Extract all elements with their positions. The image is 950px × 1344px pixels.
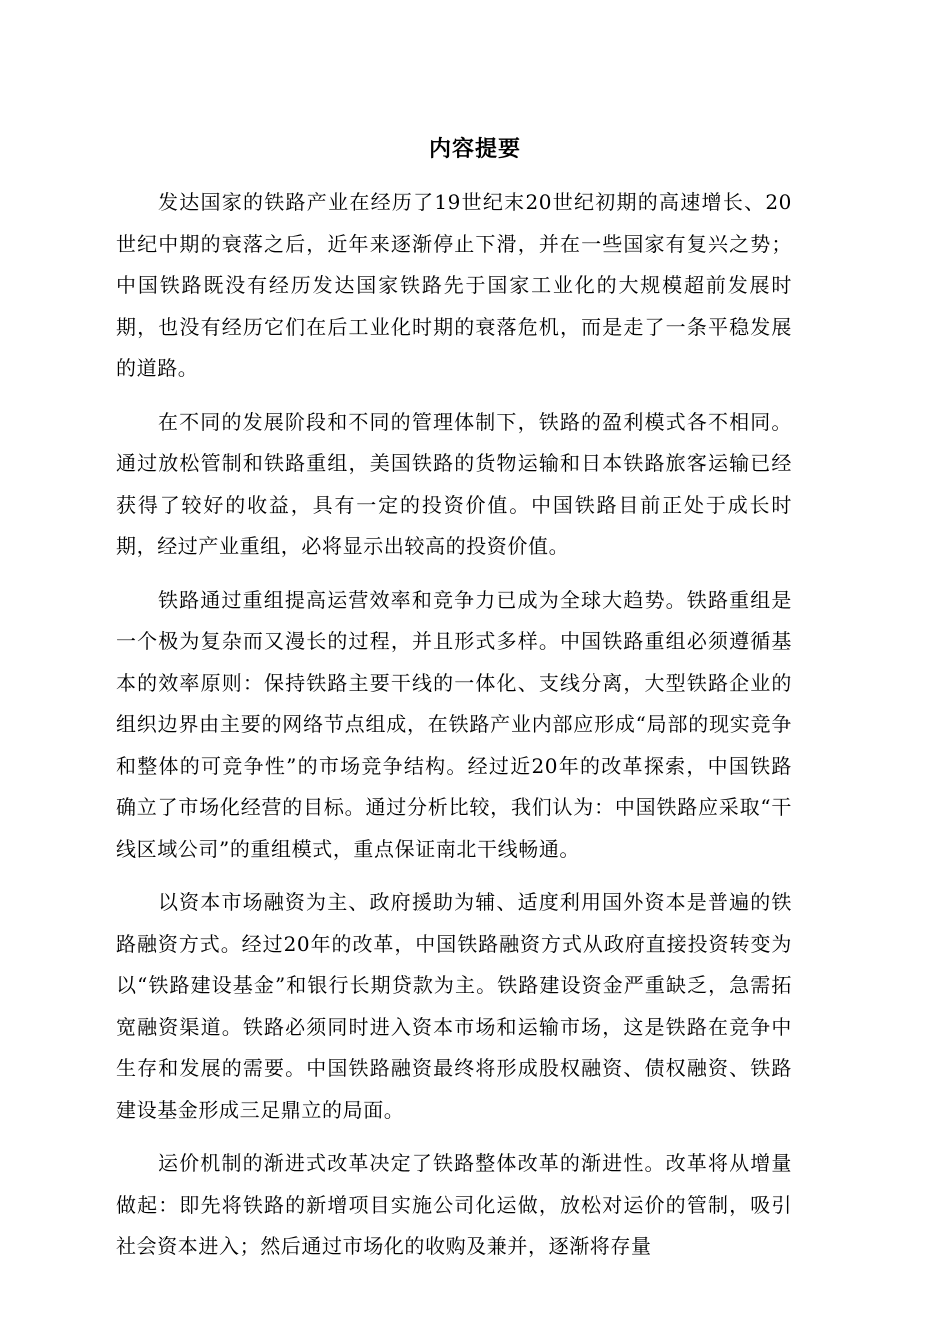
page-title: 内容提要 (428, 136, 521, 162)
paragraph-2: 在不同的发展阶段和不同的管理体制下，铁路的盈利模式各不相同。通过放松管制和铁路重组，美国铁路的货物运输和日本铁路旅客运输已经获得了较好的收益，具有一定的投资价值。中国铁路目前正处于成长时期，经过产业重组，必将显示出较高的投资价值。 (116, 409, 792, 558)
document-body (116, 182, 792, 1280)
paragraph-4: 以资本市场融资为主、政府援助为辅、适度利用国外资本是普遍的铁路融资方式。经过20年的改革，中国铁路融资方式从政府直接投资转变为以“铁路建设基金”和银行长期贷款为主。铁路建设资金严重缺乏，急需拓宽融资渠道。铁路必须同时进入资本市场和运输市场，这是铁路在竞争中生存和发展的需要。中国铁路融资最终将形成股权融资、债权融资、铁路建设基金形成三足鼎立的局面。 (116, 890, 792, 1122)
paragraph-1: 发达国家的铁路产业在经历了19世纪末20世纪初期的高速增长、20世纪中期的衰落之后，近年来逐渐停止下滑，并在一些国家有复兴之势；中国铁路既没有经历发达国家铁路先于国家工业化的大规模超前发展时期，也没有经历它们在后工业化时期的衰落危机，而是走了一条平稳发展的道路。 (116, 190, 792, 380)
paragraph-3: 铁路通过重组提高运营效率和竞争力已成为全球大趋势。铁路重组是一个极为复杂而又漫长的过程，并且形式多样。中国铁路重组必须遵循基本的效率原则：保持铁路主要干线的一体化、支线分离，大型铁路企业的组织边界由主要的网络节点组成，在铁路产业内部应形成“局部的现实竞争和整体的可竞争性”的市场竞争结构。经过近20年的改革探索，中国铁路确立了市场化经营的目标。通过分析比较，我们认为：中国铁路应采取“干线区域公司”的重组模式，重点保证南北干线畅通。 (116, 587, 792, 861)
paragraph-5: 运价机制的渐进式改革决定了铁路整体改革的渐进性。改革将从增量做起：即先将铁路的新增项目实施公司化运做，放松对运价的管制，吸引社会资本进入；然后通过市场化的收购及兼并，逐渐将存量 (116, 1151, 792, 1258)
